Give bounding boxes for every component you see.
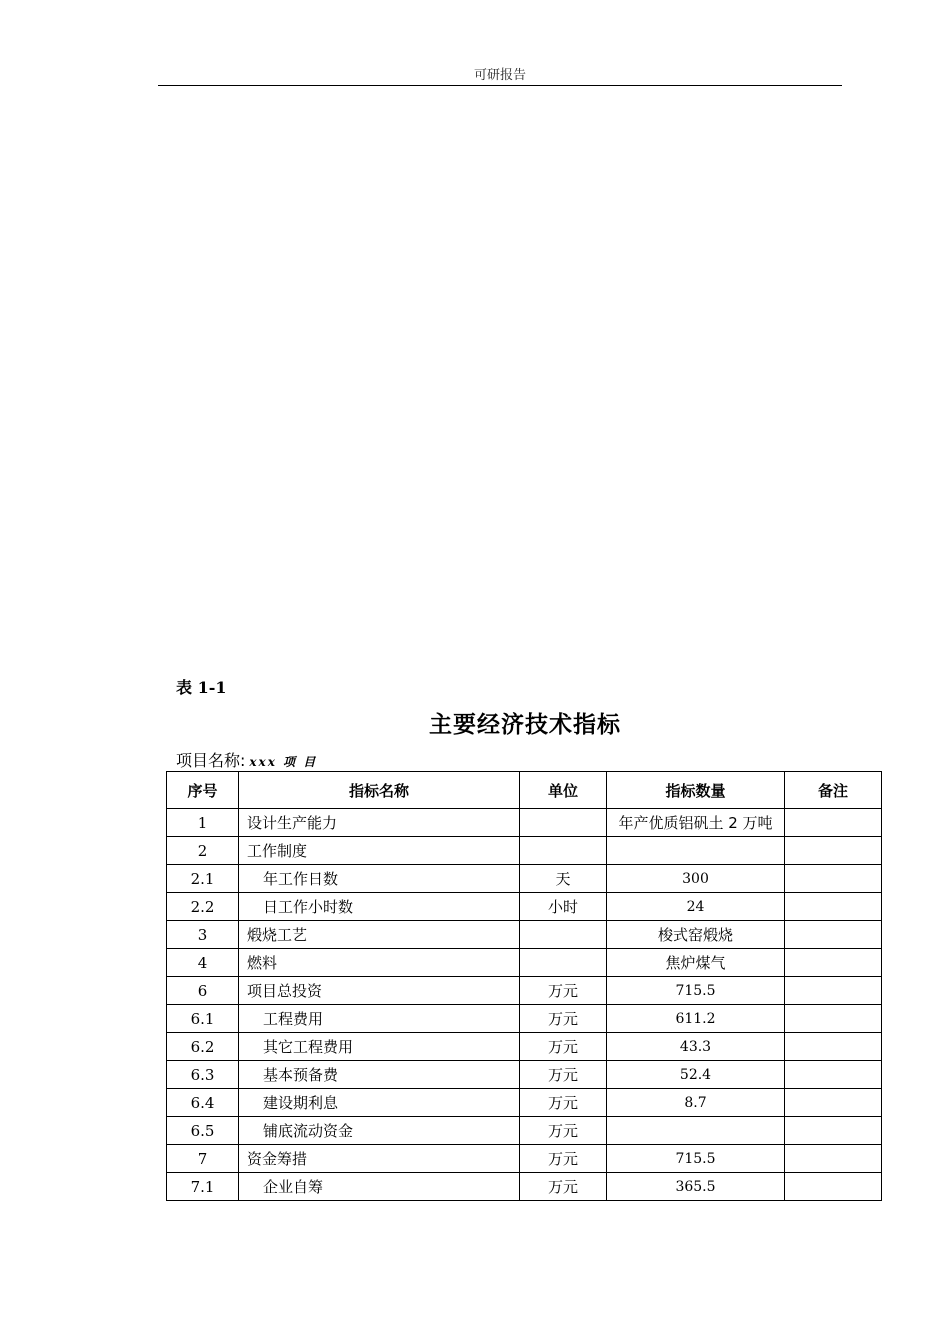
cell-unit: [520, 837, 607, 865]
cell-name: 年工作日数: [239, 865, 520, 893]
cell-no: 6.5: [167, 1117, 239, 1145]
table-row: [167, 1033, 882, 1061]
cell-no: 2.2: [167, 893, 239, 921]
cell-no: 6: [167, 977, 239, 1005]
cell-note: [785, 837, 882, 865]
cell-value: 365.5: [607, 1173, 785, 1201]
cell-unit: [520, 809, 607, 837]
cell-value: [607, 837, 785, 865]
cell-no: 2.1: [167, 865, 239, 893]
cell-unit: 万元: [520, 1033, 607, 1061]
cell-no: 1: [167, 809, 239, 837]
indicators-table: [166, 771, 882, 1201]
table-row: [167, 977, 882, 1005]
table-row: [167, 1089, 882, 1117]
table-row: [167, 837, 882, 865]
cell-no: 7: [167, 1145, 239, 1173]
cell-no: 7.1: [167, 1173, 239, 1201]
table-row: [167, 1145, 882, 1173]
project-name: [176, 748, 317, 771]
cell-name: 基本预备费: [239, 1061, 520, 1089]
cell-value: 8.7: [607, 1089, 785, 1117]
cell-unit: 万元: [520, 1005, 607, 1033]
table-row: [167, 1005, 882, 1033]
cell-note: [785, 921, 882, 949]
cell-value: [607, 1117, 785, 1145]
cell-value: 52.4: [607, 1061, 785, 1089]
cell-unit: 万元: [520, 1061, 607, 1089]
cell-name: 建设期利息: [239, 1089, 520, 1117]
cell-value: 715.5: [607, 977, 785, 1005]
cell-unit: 小时: [520, 893, 607, 921]
table-row: [167, 893, 882, 921]
cell-value: 年产优质铝矾土 2 万吨: [607, 809, 785, 837]
table-row: [167, 1173, 882, 1201]
cell-name: 工作制度: [239, 837, 520, 865]
cell-note: [785, 1117, 882, 1145]
column-header-name: 指标名称: [239, 772, 520, 809]
column-header-note: 备注: [785, 772, 882, 809]
cell-name: 企业自筹: [239, 1173, 520, 1201]
cell-unit: 万元: [520, 1173, 607, 1201]
cell-value: 梭式窑煅烧: [607, 921, 785, 949]
cell-note: [785, 1089, 882, 1117]
cell-name: 铺底流动资金: [239, 1117, 520, 1145]
column-header-no: 序号: [167, 772, 239, 809]
cell-unit: 万元: [520, 977, 607, 1005]
table-row: [167, 1117, 882, 1145]
cell-name: 煅烧工艺: [239, 921, 520, 949]
cell-unit: 天: [520, 865, 607, 893]
cell-note: [785, 1061, 882, 1089]
cell-no: 2: [167, 837, 239, 865]
cell-note: [785, 865, 882, 893]
cell-name: 设计生产能力: [239, 809, 520, 837]
cell-name: 工程费用: [239, 1005, 520, 1033]
table-row: [167, 1061, 882, 1089]
cell-name: 资金筹措: [239, 1145, 520, 1173]
cell-name: 日工作小时数: [239, 893, 520, 921]
table-row: [167, 865, 882, 893]
page-title: 主要经济技术指标: [429, 712, 621, 738]
cell-unit: [520, 921, 607, 949]
cell-no: 3: [167, 921, 239, 949]
cell-name: 项目总投资: [239, 977, 520, 1005]
cell-note: [785, 1005, 882, 1033]
column-header-unit: 单位: [520, 772, 607, 809]
cell-no: 6.4: [167, 1089, 239, 1117]
cell-note: [785, 1145, 882, 1173]
header-rule: [158, 85, 842, 86]
cell-note: [785, 809, 882, 837]
table-body: [167, 809, 882, 1201]
cell-note: [785, 1173, 882, 1201]
cell-value: 43.3: [607, 1033, 785, 1061]
cell-unit: [520, 949, 607, 977]
cell-note: [785, 949, 882, 977]
table-number: 表 1-1: [176, 678, 227, 697]
project-name-label: 项目名称:: [176, 751, 246, 770]
cell-no: 6.3: [167, 1061, 239, 1089]
table-row: [167, 809, 882, 837]
table-row: [167, 921, 882, 949]
cell-value: 611.2: [607, 1005, 785, 1033]
cell-no: 4: [167, 949, 239, 977]
table-row: [167, 949, 882, 977]
cell-unit: 万元: [520, 1145, 607, 1173]
cell-note: [785, 977, 882, 1005]
cell-value: 焦炉煤气: [607, 949, 785, 977]
cell-no: 6.1: [167, 1005, 239, 1033]
cell-no: 6.2: [167, 1033, 239, 1061]
cell-name: 其它工程费用: [239, 1033, 520, 1061]
cell-name: 燃料: [239, 949, 520, 977]
project-name-value: xxx 项 目: [249, 755, 318, 769]
cell-value: 300: [607, 865, 785, 893]
column-header-value: 指标数量: [607, 772, 785, 809]
cell-unit: 万元: [520, 1117, 607, 1145]
cell-note: [785, 893, 882, 921]
cell-unit: 万元: [520, 1089, 607, 1117]
cell-value: 715.5: [607, 1145, 785, 1173]
running-header: 可研报告: [473, 68, 526, 83]
cell-note: [785, 1033, 882, 1061]
table-header-row: [167, 772, 882, 809]
cell-value: 24: [607, 893, 785, 921]
